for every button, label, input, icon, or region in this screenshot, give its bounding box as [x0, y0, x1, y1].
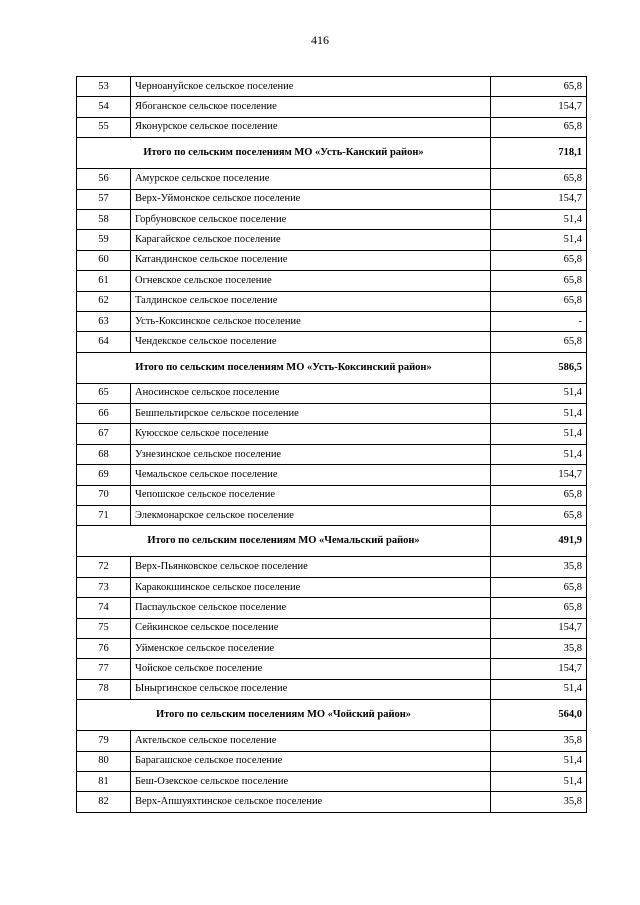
table-row [77, 77, 587, 97]
settlement-value: 51,4 [491, 424, 587, 444]
row-number: 71 [77, 506, 131, 526]
settlement-name: Чендекское сельское поселение [131, 332, 491, 352]
settlement-value: 51,4 [491, 771, 587, 791]
row-number: 54 [77, 97, 131, 117]
row-number: 72 [77, 557, 131, 577]
settlement-name: Барагашское сельское поселение [131, 751, 491, 771]
settlement-name: Катандинское сельское поселение [131, 250, 491, 270]
settlement-value: 154,7 [491, 97, 587, 117]
settlement-value: 154,7 [491, 659, 587, 679]
settlement-name: Верх-Пьянковское сельское поселение [131, 557, 491, 577]
total-label: Итого по сельским поселениям МО «Чемальский район» [77, 526, 491, 557]
table-row [77, 383, 587, 403]
settlement-value: 51,4 [491, 209, 587, 229]
row-number: 60 [77, 250, 131, 270]
settlement-value: 65,8 [491, 77, 587, 97]
total-label: Итого по сельским поселениям МО «Усть-Канский район» [77, 138, 491, 169]
settlement-name: Ыныргинское сельское поселение [131, 679, 491, 699]
row-number: 63 [77, 311, 131, 331]
settlement-value: 65,8 [491, 271, 587, 291]
settlement-name: Верх-Уймонское сельское поселение [131, 189, 491, 209]
settlement-value: 65,8 [491, 485, 587, 505]
table-row [77, 577, 587, 597]
row-number: 73 [77, 577, 131, 597]
settlement-name: Чепошское сельское поселение [131, 485, 491, 505]
settlement-name: Элекмонарское сельское поселение [131, 506, 491, 526]
settlement-name: Черноануйское сельское поселение [131, 77, 491, 97]
table-row [77, 506, 587, 526]
table-body [77, 77, 587, 813]
table-row [77, 311, 587, 331]
row-number: 68 [77, 444, 131, 464]
settlement-name: Беш-Озекское сельское поселение [131, 771, 491, 791]
settlements-table [76, 76, 587, 813]
settlement-value: 51,4 [491, 751, 587, 771]
total-value: 564,0 [491, 700, 587, 731]
settlement-name: Узнезинское сельское поселение [131, 444, 491, 464]
total-value: 586,5 [491, 352, 587, 383]
table-row [77, 230, 587, 250]
table-row [77, 404, 587, 424]
table-row [77, 332, 587, 352]
settlement-name: Чемальское сельское поселение [131, 465, 491, 485]
total-label: Итого по сельским поселениям МО «Усть-Коксинский район» [77, 352, 491, 383]
row-number: 81 [77, 771, 131, 791]
settlement-value: 154,7 [491, 465, 587, 485]
settlement-value: 65,8 [491, 117, 587, 137]
settlement-value: 65,8 [491, 250, 587, 270]
settlement-name: Усть-Коксинское сельское поселение [131, 311, 491, 331]
page-number: 416 [311, 33, 329, 47]
row-number: 67 [77, 424, 131, 444]
row-number: 70 [77, 485, 131, 505]
row-number: 58 [77, 209, 131, 229]
row-number: 75 [77, 618, 131, 638]
settlement-name: Верх-Апшуяхтинское сельское поселение [131, 792, 491, 812]
settlement-value: 35,8 [491, 557, 587, 577]
table-row [77, 209, 587, 229]
table-row [77, 444, 587, 464]
total-value: 718,1 [491, 138, 587, 169]
total-row [77, 526, 587, 557]
settlement-value: 35,8 [491, 638, 587, 658]
settlement-value: 154,7 [491, 618, 587, 638]
row-number: 82 [77, 792, 131, 812]
table-row [77, 731, 587, 751]
settlement-value: 35,8 [491, 792, 587, 812]
row-number: 55 [77, 117, 131, 137]
settlement-value: 51,4 [491, 679, 587, 699]
row-number: 74 [77, 598, 131, 618]
settlement-value: 65,8 [491, 291, 587, 311]
settlement-name: Актельское сельское поселение [131, 731, 491, 751]
table-row [77, 485, 587, 505]
settlement-value: 65,8 [491, 332, 587, 352]
settlement-name: Куюсское сельское поселение [131, 424, 491, 444]
settlement-value: 154,7 [491, 189, 587, 209]
table-row [77, 618, 587, 638]
settlement-name: Уйменское сельское поселение [131, 638, 491, 658]
row-number: 80 [77, 751, 131, 771]
settlement-value: 51,4 [491, 230, 587, 250]
settlement-name: Карагайское сельское поселение [131, 230, 491, 250]
row-number: 66 [77, 404, 131, 424]
table-row [77, 291, 587, 311]
table-row [77, 97, 587, 117]
settlement-name: Паспаульское сельское поселение [131, 598, 491, 618]
table-row [77, 250, 587, 270]
settlement-name: Яконурское сельское поселение [131, 117, 491, 137]
settlement-value: 51,4 [491, 404, 587, 424]
table-row [77, 189, 587, 209]
settlement-name: Сейкинское сельское поселение [131, 618, 491, 638]
settlement-name: Аносинское сельское поселение [131, 383, 491, 403]
table-row [77, 638, 587, 658]
settlement-name: Бешпельтирское сельское поселение [131, 404, 491, 424]
total-row [77, 700, 587, 731]
settlement-value: 51,4 [491, 383, 587, 403]
table-row [77, 271, 587, 291]
table-row [77, 117, 587, 137]
settlement-value: 65,8 [491, 598, 587, 618]
total-row [77, 352, 587, 383]
settlement-name: Огневское сельское поселение [131, 271, 491, 291]
settlement-value: 35,8 [491, 731, 587, 751]
table-row [77, 598, 587, 618]
row-number: 79 [77, 731, 131, 751]
settlement-value: 65,8 [491, 506, 587, 526]
settlement-name: Чойское сельское поселение [131, 659, 491, 679]
table-row [77, 557, 587, 577]
settlement-value: 65,8 [491, 169, 587, 189]
table-row [77, 679, 587, 699]
row-number: 56 [77, 169, 131, 189]
settlement-name: Ябоганское сельское поселение [131, 97, 491, 117]
settlement-name: Амурское сельское поселение [131, 169, 491, 189]
total-value: 491,9 [491, 526, 587, 557]
row-number: 76 [77, 638, 131, 658]
row-number: 64 [77, 332, 131, 352]
table-row [77, 169, 587, 189]
row-number: 57 [77, 189, 131, 209]
table-row [77, 792, 587, 812]
row-number: 77 [77, 659, 131, 679]
table-row [77, 424, 587, 444]
table-row [77, 465, 587, 485]
settlement-value: - [491, 311, 587, 331]
row-number: 78 [77, 679, 131, 699]
settlement-name: Каракокшинское сельское поселение [131, 577, 491, 597]
row-number: 65 [77, 383, 131, 403]
settlement-name: Горбуновское сельское поселение [131, 209, 491, 229]
table-row [77, 659, 587, 679]
total-row [77, 138, 587, 169]
row-number: 53 [77, 77, 131, 97]
settlement-value: 65,8 [491, 577, 587, 597]
settlement-value: 51,4 [491, 444, 587, 464]
row-number: 61 [77, 271, 131, 291]
row-number: 69 [77, 465, 131, 485]
table-row [77, 771, 587, 791]
table-row [77, 751, 587, 771]
total-label: Итого по сельским поселениям МО «Чойский район» [77, 700, 491, 731]
settlement-name: Талдинское сельское поселение [131, 291, 491, 311]
row-number: 62 [77, 291, 131, 311]
row-number: 59 [77, 230, 131, 250]
